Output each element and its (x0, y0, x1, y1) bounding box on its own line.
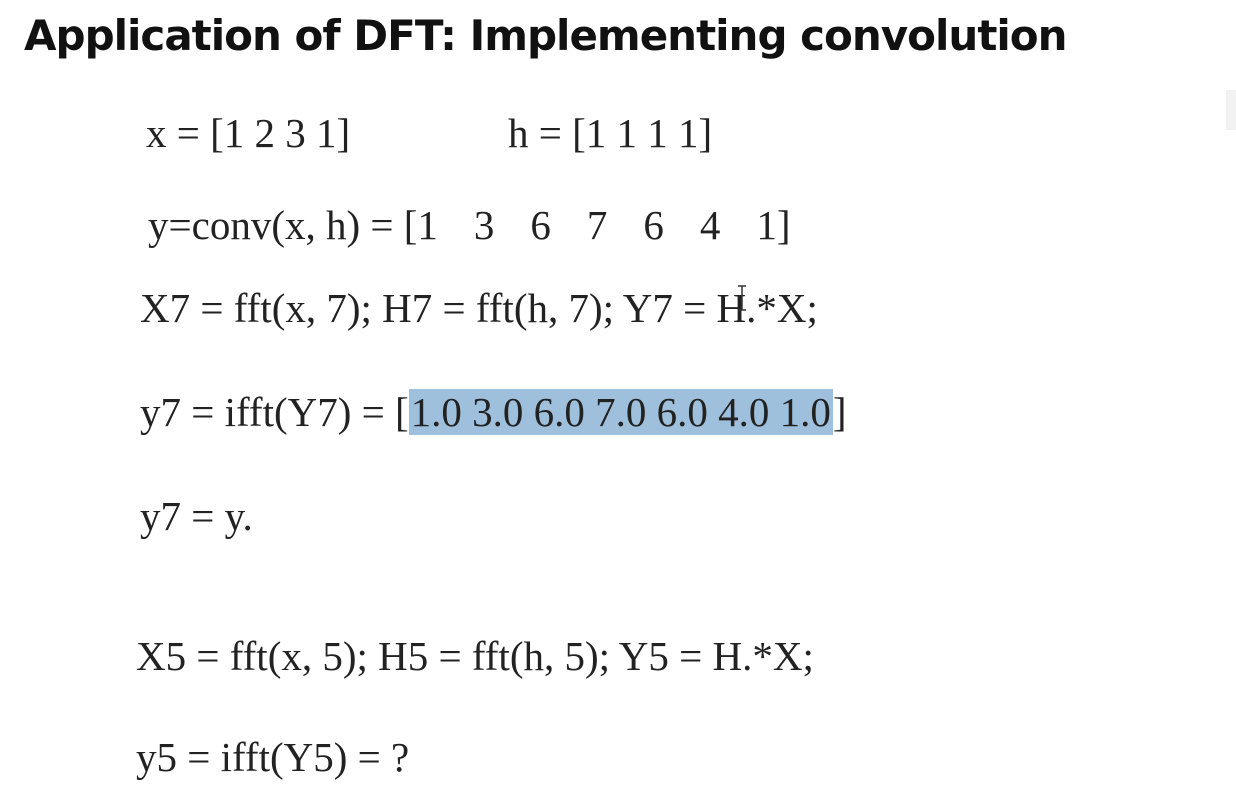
text-cursor-icon (737, 285, 747, 311)
x-definition[interactable]: x = [1 2 3 1] (146, 110, 351, 156)
selected-text[interactable]: 1.0 3.0 6.0 7.0 6.0 4.0 1.0 (410, 389, 831, 435)
ifft7-close-bracket: ] (832, 389, 847, 435)
h-definition[interactable]: h = [1 1 1 1] (508, 110, 713, 156)
conv-value: 7 (586, 202, 608, 248)
slide-title: Application of DFT: Implementing convolution (24, 11, 1067, 60)
ifft7-open-bracket: [ (395, 389, 409, 435)
fft5-line[interactable]: X5 = fft(x, 5); H5 = fft(h, 5); Y5 = H.*X; (136, 633, 814, 679)
conv-result-line[interactable] (148, 200, 791, 250)
conv-value: 4 (699, 202, 721, 248)
conv-value-last: 1] (756, 202, 791, 248)
ifft5-line[interactable]: y5 = ifft(Y5) = ? (136, 734, 410, 780)
conv-prefix: y=conv(x, h) = [1 (148, 202, 438, 248)
y7-equals-y-line[interactable]: y7 = y. (140, 493, 253, 539)
conv-value: 6 (530, 202, 551, 248)
ifft7-line[interactable] (140, 387, 847, 437)
conv-value: 6 (643, 202, 664, 248)
fft7-line[interactable]: X7 = fft(x, 7); H7 = fft(h, 7); Y7 = H.*X; (140, 285, 818, 331)
conv-value: 3 (473, 202, 495, 248)
window-edge (1226, 90, 1236, 130)
ifft7-prefix: y7 = ifft(Y7) = (140, 389, 396, 435)
